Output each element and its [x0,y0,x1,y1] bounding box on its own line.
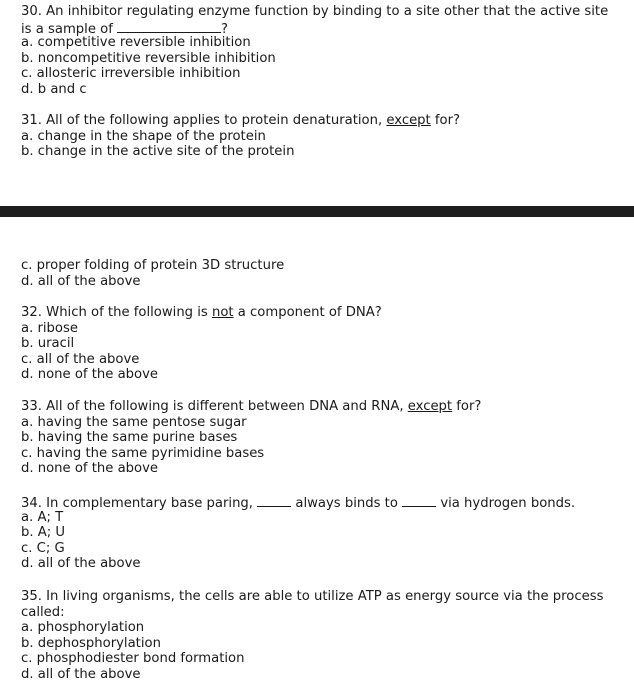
answer-blank [117,20,221,33]
option-d: d. none of the above [21,367,159,383]
question-35-stem-line1: 35. In living organisms, the cells are able to utilize ATP as energy source via the process [21,589,604,604]
question-31-stem-prefix: 31. All of the following applies to protein denaturation, [21,113,387,128]
option-d: d. none of the above [21,461,159,477]
option-a: a. competitive reversible inhibition [21,35,251,51]
question-33-stem-prefix: 33. All of the following is different between DNA and RNA, [21,399,408,414]
option-d: d. all of the above [21,666,141,682]
page-divider [0,206,634,217]
answer-blank [257,494,291,507]
option-a: a. change in the shape of the protein [21,128,266,144]
option-c: c. allosteric irreversible inhibition [21,66,241,82]
option-a: a. having the same pentose sugar [21,414,247,430]
option-c: c. having the same pyrimidine bases [21,445,265,461]
question-32-stem-prefix: 32. Which of the following is [21,305,212,320]
question-33-emphasis: except [407,399,453,414]
option-a: a. phosphorylation [21,620,145,636]
option-b: b. having the same purine bases [21,430,238,446]
question-31 [21,113,628,160]
question-35-stem-line2: called: [21,604,65,620]
question-30-stem-suffix: ? [221,21,229,37]
question-31-stem [21,113,628,129]
answer-blank [402,494,436,507]
question-34-stem-part3: via hydrogen bonds. [436,496,576,511]
question-32-emphasis: not [211,305,234,320]
question-33 [21,399,628,477]
question-33-stem [21,399,628,415]
question-32-stem [21,305,628,321]
option-b: b. noncompetitive reversible inhibition [21,50,276,66]
question-31-continued [21,258,628,289]
question-30-stem-line2 [21,20,628,36]
question-34-stem-part1: 34. In complementary base paring, [21,496,258,511]
question-34-stem [21,494,628,510]
question-30-stem-line1: 30. An inhibitor regulating enzyme function by binding to a site other that the active site [21,4,609,19]
question-33-stem-suffix: for? [452,399,482,414]
option-d: d. all of the above [21,273,141,289]
option-b: b. A; U [21,525,66,541]
question-32-stem-suffix: a component of DNA? [233,305,382,320]
question-30-stem-prefix: is a sample of [21,21,118,37]
question-34 [21,494,628,572]
question-31-emphasis: except [386,113,431,128]
option-c: c. all of the above [21,351,140,367]
question-32 [21,305,628,383]
question-34-stem-part2: always binds to [291,496,403,511]
option-b: b. change in the active site of the protein [21,144,295,160]
option-c: c. proper folding of protein 3D structure [21,258,285,273]
option-b: b. uracil [21,336,75,352]
option-d: d. all of the above [21,556,141,572]
option-a: a. A; T [21,509,64,525]
question-35 [21,589,628,683]
option-b: b. dephosphorylation [21,635,161,651]
option-c: c. C; G [21,540,65,556]
question-31-stem-suffix: for? [430,113,461,128]
option-a: a. ribose [21,320,78,336]
option-d: d. b and c [21,81,87,97]
option-c: c. phosphodiester bond formation [21,651,245,667]
question-30 [21,4,628,98]
